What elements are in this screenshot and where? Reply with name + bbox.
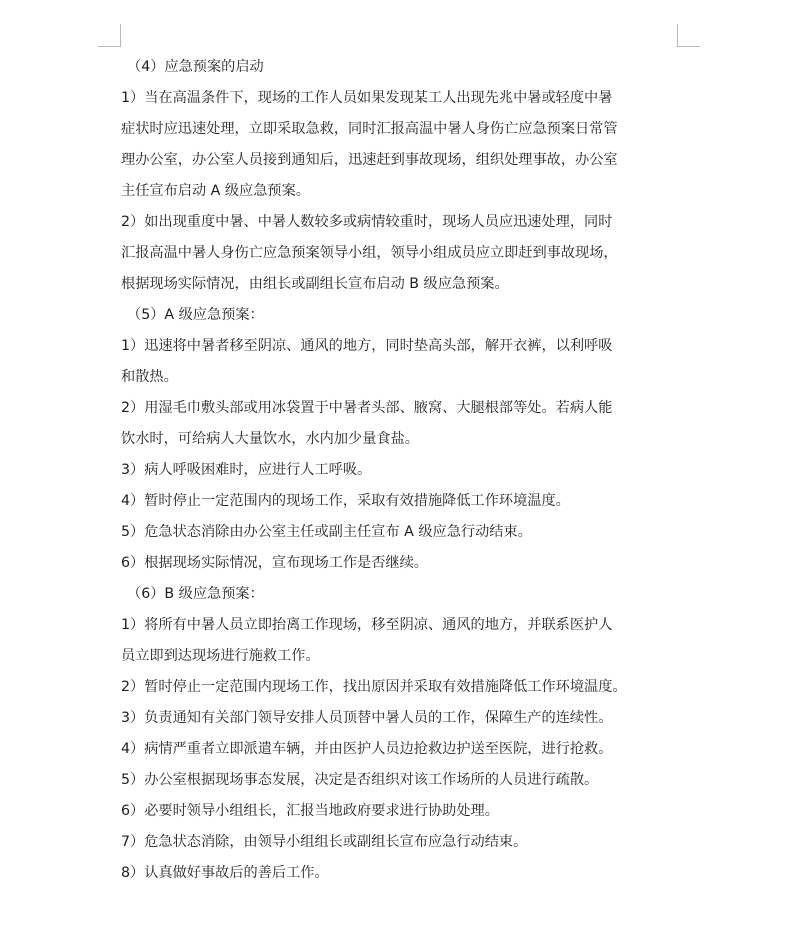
section-heading: （6）B 级应急预案：	[127, 586, 264, 602]
paragraph-line: 员立即到达现场进行施救工作。	[121, 648, 320, 664]
paragraph-line: 2）如出现重度中暑、中暑人数较多或病情较重时，现场人员应迅速处理，同时	[121, 214, 613, 230]
paragraph-line: 7）危急状态消除，由领导小组组长或副组长宣布应急行动结束。	[121, 834, 528, 850]
paragraph-line: 4）暂时停止一定范围内的现场工作，采取有效措施降低工作环境温度。	[121, 493, 570, 509]
paragraph-line: 汇报高温中暑人身伤亡应急预案领导小组，领导小组成员应立即赶到事故现场，	[121, 245, 618, 261]
paragraph-line: 5）危急状态消除由办公室主任或副主任宣布 A 级应急行动结束。	[121, 524, 532, 540]
paragraph-line: 和散热。	[121, 369, 178, 385]
margin-corner-top-right	[677, 24, 700, 47]
paragraph-line: 主任宣布启动 A 级应急预案。	[121, 183, 310, 199]
paragraph-line: 3）病人呼吸困难时，应进行人工呼吸。	[121, 462, 372, 478]
paragraph-line: 根据现场实际情况，由组长或副组长宣布启动 B 级应急预案。	[121, 276, 509, 292]
paragraph-line: 2）用湿毛巾敷头部或用冰袋置于中暑者头部、腋窝、大腿根部等处。若病人能	[121, 400, 613, 416]
margin-corner-top-left	[98, 24, 121, 47]
section-heading: （4）应急预案的启动	[127, 59, 264, 75]
paragraph-line: 1）将所有中暑人员立即抬离工作现场，移至阴凉、通风的地方，并联系医护人	[121, 617, 613, 633]
paragraph-line: 8）认真做好事故后的善后工作。	[121, 865, 329, 881]
paragraph-line: 6）必要时领导小组组长，汇报当地政府要求进行协助处理。	[121, 803, 499, 819]
paragraph-line: 6）根据现场实际情况，宣布现场工作是否继续。	[121, 555, 428, 571]
paragraph-line: 4）病情严重者立即派遣车辆，并由医护人员边抢救边护送至医院，进行抢救。	[121, 741, 613, 757]
document-body	[121, 52, 681, 889]
section-heading: （5）A 级应急预案：	[127, 307, 264, 323]
paragraph-line: 5）办公室根据现场事态发展，决定是否组织对该工作场所的人员进行疏散。	[121, 772, 599, 788]
paragraph-line: 症状时应迅速处理，立即采取急救，同时汇报高温中暑人身伤亡应急预案日常管	[121, 121, 618, 137]
paragraph-line: 1）当在高温条件下，现场的工作人员如果发现某工人出现先兆中暑或轻度中暑	[121, 90, 613, 106]
paragraph-line: 1）迅速将中暑者移至阴凉、通风的地方，同时垫高头部，解开衣裤，以利呼吸	[121, 338, 613, 354]
paragraph-line: 3）负责通知有关部门领导安排人员顶替中暑人员的工作，保障生产的连续性。	[121, 710, 613, 726]
paragraph-line: 2）暂时停止一定范围内现场工作，找出原因并采取有效措施降低工作环境温度。	[121, 679, 627, 695]
paragraph-line: 理办公室，办公室人员接到通知后，迅速赶到事故现场，组织处理事故，办公室	[121, 152, 618, 168]
paragraph-line: 饮水时，可给病人大量饮水，水内加少量食盐。	[121, 431, 419, 447]
